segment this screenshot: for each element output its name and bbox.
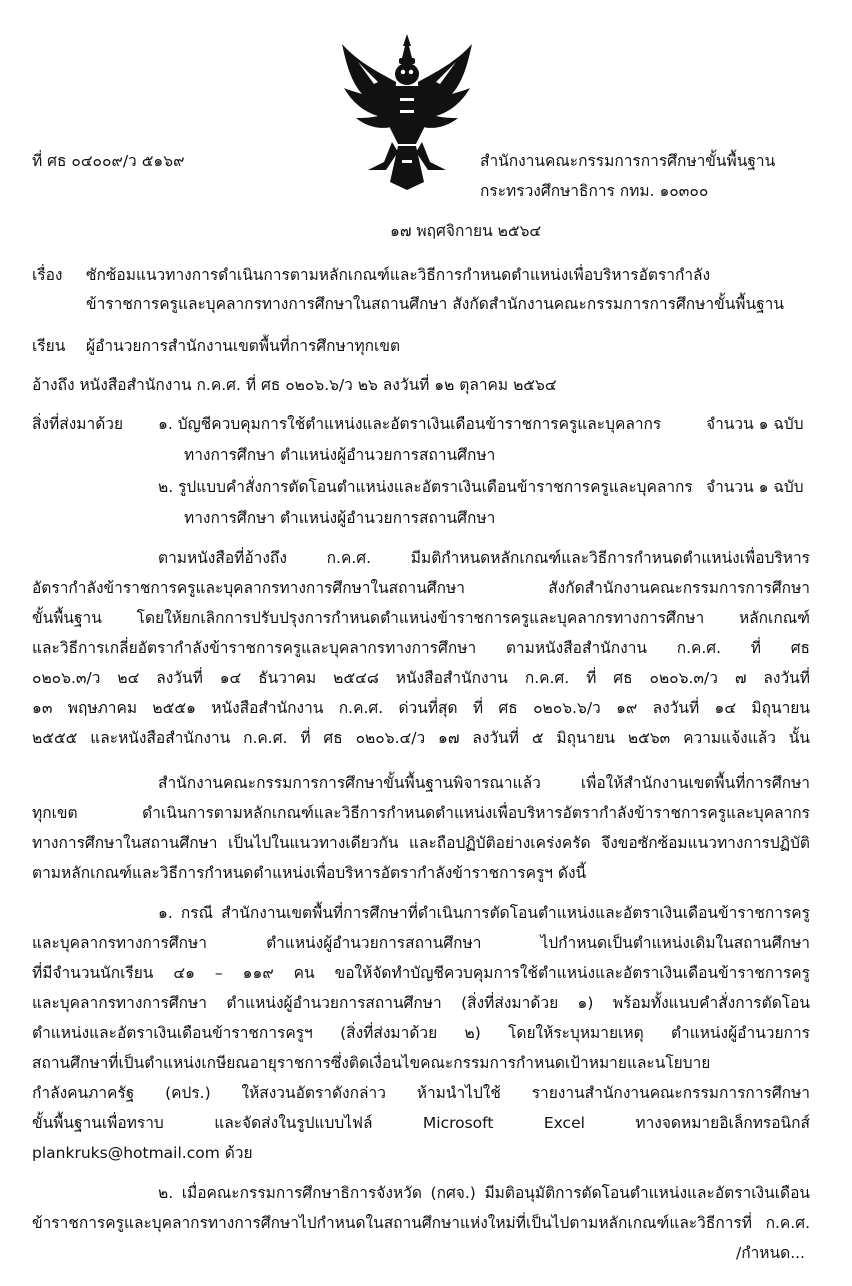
- enclosure-2-line-2: ทางการศึกษา ตำแหน่งผู้อำนวยการสถานศึกษา: [184, 509, 496, 527]
- garuda-emblem: [338, 32, 476, 190]
- para1-line-4: และวิธีการเกลี่ยอัตรากำลังข้าราชการครูและบุคลากรทางการศึกษา ตามหนังสือสำนักงาน ก.ค.ศ. ที่ ศธ: [32, 639, 810, 657]
- para3-line-1: ๑. กรณี สำนักงานเขตพื้นที่การศึกษาที่ดำเนินการตัดโอนตำแหน่งและอัตราเงินเดือนข้าราชการครู: [158, 904, 810, 922]
- reference-number: ที่ ศธ ๐๔๐๐๙/ว ๕๑๖๙: [32, 152, 185, 170]
- salutation-label: เรียน: [32, 337, 66, 355]
- enclosure-2-quantity: จำนวน ๑ ฉบับ: [706, 478, 804, 496]
- subject-label: เรื่อง: [32, 266, 63, 284]
- enclosure-2-line-1: ๒. รูปแบบคำสั่งการตัดโอนตำแหน่งและอัตราเงินเดือนข้าราชการครูและบุคลากร: [158, 478, 693, 496]
- enclosures-label: สิ่งที่ส่งมาด้วย: [32, 415, 124, 433]
- enclosure-1-quantity: จำนวน ๑ ฉบับ: [706, 415, 804, 433]
- para2-line-1: สำนักงานคณะกรรมการการศึกษาขั้นพื้นฐานพิจารณาแล้ว เพื่อให้สำนักงานเขตพื้นที่การศึกษา: [158, 774, 810, 792]
- para3-line-4: และบุคลากรทางการศึกษา ตำแหน่งผู้อำนวยการสถานศึกษา (สิ่งที่ส่งมาด้วย ๑) พร้อมทั้งแนบคำสั่งการตัดโอน: [32, 994, 810, 1012]
- para3-line-3: ที่มีจำนวนนักเรียน ๔๑ – ๑๑๙ คน ขอให้จัดทำบัญชีควบคุมการใช้ตำแหน่งและอัตราเงินเดือนข้าราชการครู: [32, 964, 810, 982]
- subject-line-2: ข้าราชการครูและบุคลากรทางการศึกษาในสถานศึกษา สังกัดสำนักงานคณะกรรมการการศึกษาขั้นพื้นฐาน: [86, 295, 784, 313]
- para3-line-7: กำลังคนภาครัฐ (คปร.) ให้สงวนอัตราดังกล่าว ห้ามนำไปใช้ รายงานสำนักงานคณะกรรมการการศึกษา: [32, 1084, 810, 1102]
- para3-line-5: ตำแหน่งและอัตราเงินเดือนข้าราชการครูฯ (สิ่งที่ส่งมาด้วย ๒) โดยให้ระบุหมายเหตุ ตำแหน่งผู้อำนวยการ: [32, 1024, 810, 1042]
- para2-line-4: ตามหลักเกณฑ์และวิธีการกำหนดตำแหน่งเพื่อบริหารอัตรากำลังข้าราชการครูฯ ดังนี้: [32, 864, 587, 882]
- para3-line-6: สถานศึกษาที่เป็นตำแหน่งเกษียณอายุราชการซึ่งติดเงื่อนไขคณะกรรมการกำหนดเป้าหมายและนโยบาย: [32, 1054, 711, 1072]
- enclosure-1-line-2: ทางการศึกษา ตำแหน่งผู้อำนวยการสถานศึกษา: [184, 446, 496, 464]
- reference-line: อ้างถึง หนังสือสำนักงาน ก.ค.ศ. ที่ ศธ ๐๒๐๖.๖/ว ๒๖ ลงวันที่ ๑๒ ตุลาคม ๒๕๖๔: [32, 376, 557, 394]
- para1-line-1: ตามหนังสือที่อ้างถึง ก.ค.ศ. มีมติกำหนดหลักเกณฑ์และวิธีการกำหนดตำแหน่งเพื่อบริหาร: [158, 549, 810, 567]
- para1-line-2: อัตรากำลังข้าราชการครูและบุคลากรทางการศึกษาในสถานศึกษา สังกัดสำนักงานคณะกรรมการการศึกษา: [32, 579, 810, 597]
- para3-line-8: ขั้นพื้นฐานเพื่อทราบ และจัดส่งในรูปแบบไฟล์ Microsoft Excel ทางจดหมายอิเล็กทรอนิกส์: [32, 1114, 810, 1132]
- para3-line-2: และบุคลากรทางการศึกษา ตำแหน่งผู้อำนวยการสถานศึกษา ไปกำหนดเป็นตำแหน่งเดิมในสถานศึกษา: [32, 934, 810, 952]
- letter-date: ๑๗ พฤศจิกายน ๒๕๖๔: [390, 222, 542, 240]
- continuation-marker: /กำหนด...: [736, 1244, 805, 1262]
- para1-line-5: ๐๒๐๖.๓/ว ๒๔ ลงวันที่ ๑๔ ธันวาคม ๒๕๔๘ หนังสือสำนักงาน ก.ค.ศ. ที่ ศธ ๐๒๐๖.๓/ว ๗ ลงวันที่: [32, 669, 810, 687]
- para1-line-6: ๑๓ พฤษภาคม ๒๕๕๑ หนังสือสำนักงาน ก.ค.ศ. ด่วนที่สุด ที่ ศธ ๐๒๐๖.๖/ว ๑๙ ลงวันที่ ๑๔ มิถุนายน: [32, 699, 810, 717]
- para2-line-2: ทุกเขต ดำเนินการตามหลักเกณฑ์และวิธีการกำหนดตำแหน่งเพื่อบริหารอัตรากำลังข้าราชการครูและบุคลากร: [32, 804, 810, 822]
- salutation-recipient: ผู้อำนวยการสำนักงานเขตพื้นที่การศึกษาทุกเขต: [86, 337, 401, 355]
- para4-line-2: ข้าราชการครูและบุคลากรทางการศึกษาไปกำหนดในสถานศึกษาแห่งใหม่ที่เป็นไปตามหลักเกณฑ์และวิธีการที่ ก.ค.ศ.: [32, 1214, 810, 1232]
- office-address: กระทรวงศึกษาธิการ กทม. ๑๐๓๐๐: [480, 182, 709, 200]
- enclosure-1-line-1: ๑. บัญชีควบคุมการใช้ตำแหน่งและอัตราเงินเดือนข้าราชการครูและบุคลากร: [158, 415, 662, 433]
- para1-line-7: ๒๕๕๕ และหนังสือสำนักงาน ก.ค.ศ. ที่ ศธ ๐๒๐๖.๔/ว ๑๗ ลงวันที่ ๕ มิถุนายน ๒๕๖๓ ความแจ้งแล้ว นั้น: [32, 729, 810, 747]
- para2-line-3: ทางการศึกษาในสถานศึกษา เป็นไปในแนวทางเดียวกัน และถือปฏิบัติอย่างเคร่งครัด จึงขอซักซ้อมแนวทางการปฏิบัติ: [32, 834, 810, 852]
- para4-line-1: ๒. เมื่อคณะกรรมการศึกษาธิการจังหวัด (กศจ.) มีมติอนุมัติการตัดโอนตำแหน่งและอัตราเงินเดือน: [158, 1184, 810, 1202]
- subject-line-1: ซักซ้อมแนวทางการดำเนินการตามหลักเกณฑ์และวิธีการกำหนดตำแหน่งเพื่อบริหารอัตรากำลัง: [86, 266, 711, 284]
- office-name: สำนักงานคณะกรรมการการศึกษาขั้นพื้นฐาน: [480, 152, 776, 170]
- para1-line-3: ขั้นพื้นฐาน โดยให้ยกเลิกการปรับปรุงการกำหนดตำแหน่งข้าราชการครูและบุคลากรทางการศึกษา หลักเกณฑ์: [32, 609, 810, 627]
- para3-line-9: plankruks@hotmail.com ด้วย: [32, 1144, 253, 1162]
